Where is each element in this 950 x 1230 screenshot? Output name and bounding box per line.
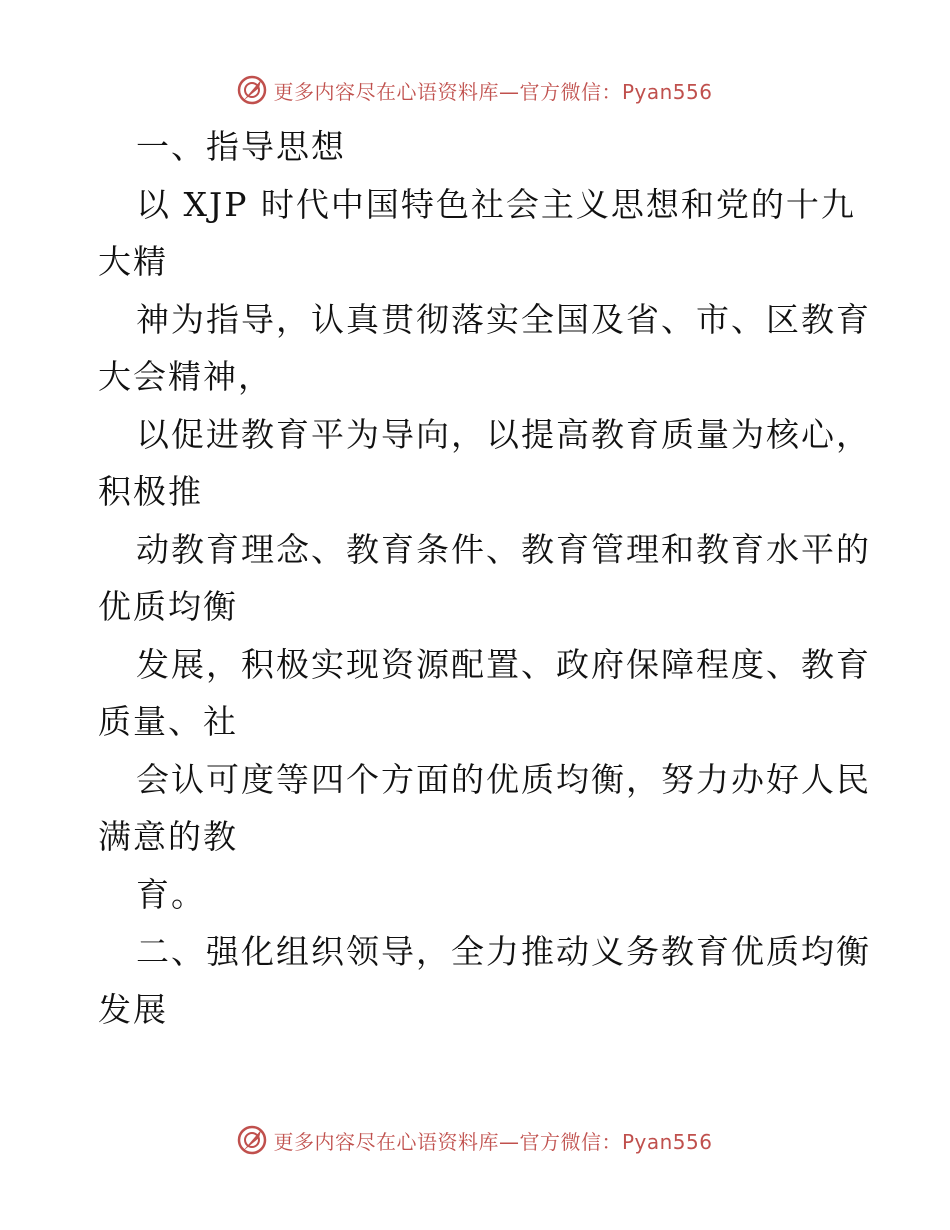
paragraph-line: 满意的教 bbox=[98, 817, 238, 856]
section-heading-guiding-ideology: 一、指导思想 bbox=[136, 127, 346, 166]
footer-banner-text: 更多内容尽在心语资料库—官方微信：Pyan556 bbox=[273, 1129, 713, 1154]
footer-banner bbox=[0, 1120, 950, 1160]
section-heading-organizational-leadership: 二、强化组织领导，全力推动义务教育优质均衡 bbox=[136, 932, 871, 971]
document-body bbox=[98, 118, 871, 1038]
paragraph-line: 优质均衡 bbox=[98, 587, 238, 626]
paragraph-line: 积极推 bbox=[98, 472, 203, 511]
paragraph-line: 发展，积极实现资源配置、政府保障程度、教育 bbox=[136, 644, 871, 684]
paragraph-line: 大会精神， bbox=[98, 357, 273, 396]
paragraph-line: 质量、社 bbox=[98, 702, 238, 741]
paragraph-line: 神为指导，认真贯彻落实全国及省、市、区教育 bbox=[136, 299, 871, 339]
paragraph-line: 以促进教育平为导向，以提高教育质量为核心， bbox=[136, 414, 871, 454]
header-banner-text: 更多内容尽在心语资料库—官方微信：Pyan556 bbox=[273, 79, 713, 104]
paragraph-line: 动教育理念、教育条件、教育管理和教育水平的 bbox=[136, 529, 871, 569]
quill-logo-icon bbox=[237, 75, 267, 105]
paragraph-line: 以 XJP 时代中国特色社会主义思想和党的十九 bbox=[136, 184, 856, 224]
paragraph-line: 发展 bbox=[98, 989, 168, 1029]
paragraph-line: 育。 bbox=[136, 874, 206, 914]
paragraph-line: 大精 bbox=[98, 242, 168, 281]
paragraph-line: 会认可度等四个方面的优质均衡，努力办好人民 bbox=[136, 759, 871, 799]
quill-logo-icon bbox=[237, 1125, 267, 1155]
header-banner bbox=[0, 70, 950, 110]
